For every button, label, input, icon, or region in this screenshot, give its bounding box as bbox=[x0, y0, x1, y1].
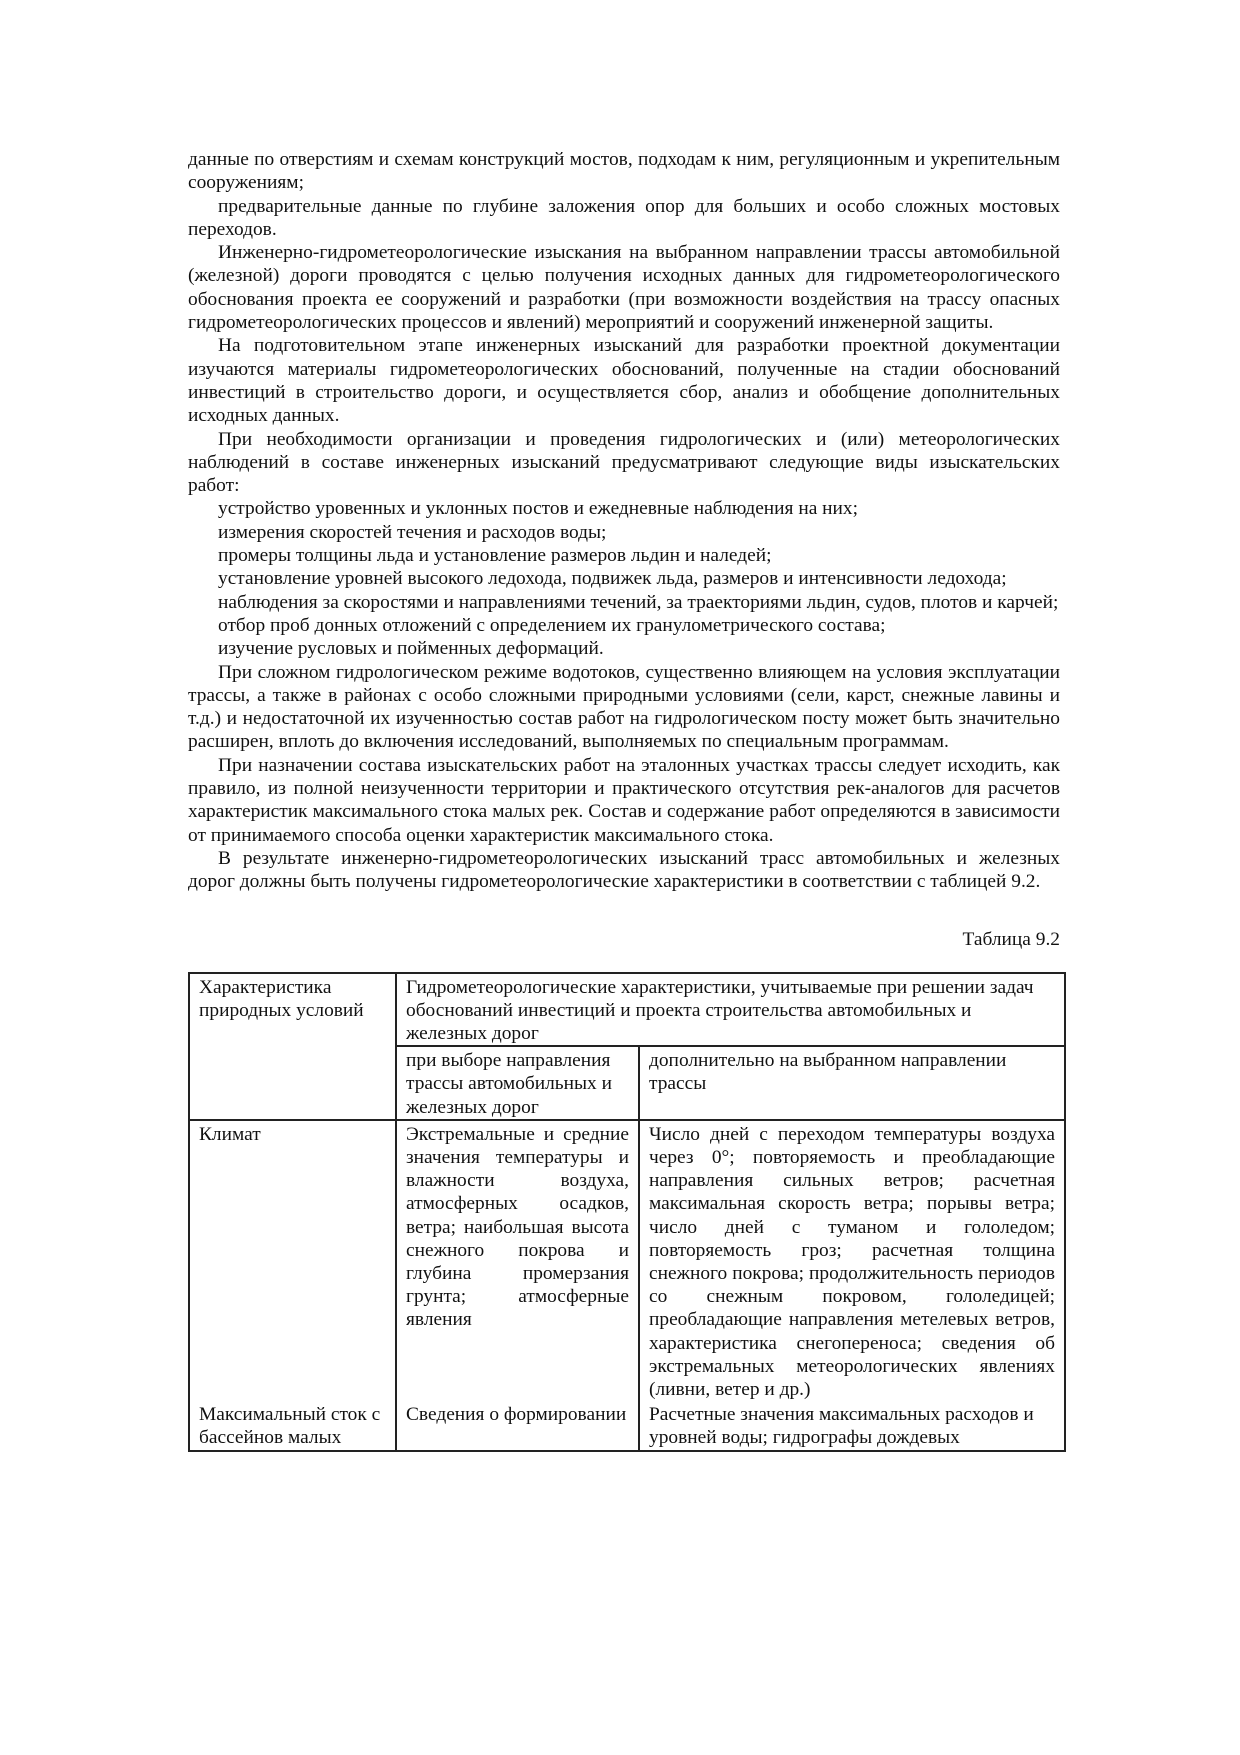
table-cell-condition: Максимальный сток с бассейнов малых bbox=[189, 1401, 396, 1450]
hydromet-table bbox=[188, 972, 1066, 1452]
list-item: изучение русловых и пойменных деформаций. bbox=[218, 638, 604, 660]
list-item: наблюдения за скоростями и направлениями течений, за траекториями льдин, судов, плотов и карчей; bbox=[218, 591, 1059, 613]
list-item: установление уровней высокого ледохода, подвижек льда, размеров и интенсивности ледохода; bbox=[218, 568, 1007, 590]
document-page bbox=[188, 148, 1060, 1452]
header-cell-conditions: Характеристика природных условий bbox=[189, 973, 396, 1120]
table-cell-selected-route: Расчетные значения максимальных расходов и уровней воды; гидрографы дождевых bbox=[639, 1401, 1065, 1450]
list-item: промеры толщины льда и установление размеров льдин и наледей; bbox=[218, 545, 772, 567]
paragraph: предварительные данные по глубине заложения опор для больших и особо сложных мостовых переходов. bbox=[188, 195, 1060, 240]
table-header-row bbox=[189, 973, 1065, 1047]
paragraph: При назначении состава изыскательских работ на эталонных участках трассы следует исходить, как правило, из полной неизученности территории и практического отсутствия рек-аналогов для расчетов характеристик максимального стока малых рек. Состав и содержание работ определяются в зависимости от принимаемого способа оценки характеристик максимального стока. bbox=[188, 754, 1060, 846]
table-container bbox=[188, 972, 1060, 1452]
header-cell-group: Гидрометеорологические характеристики, учитываемые при решении задач обоснований инвестиций и проекта строительства автомобильных и железных дорог bbox=[396, 973, 1065, 1047]
paragraph: При сложном гидрологическом режиме водотоков, существенно влияющем на условия эксплуатации трассы, а также в районах с особо сложными природными условиями (сели, карст, снежные лавины и т.д.) и недостаточной их изученностью состав работ на гидрологическом посту может быть значительно расширен, вплоть до включения исследований, выполняемых по специальным программам. bbox=[188, 661, 1060, 753]
list-item: измерения скоростей течения и расходов воды; bbox=[218, 521, 607, 543]
paragraph: При необходимости организации и проведения гидрологических и (или) метеорологических наблюдений в составе инженерных изысканий предусматривают следующие виды изыскательских работ: bbox=[188, 428, 1060, 497]
table-cell-route-choice: Экстремальные и средние значения температуры и влажности воздуха, атмосферных осадков, ветра; наибольшая высота снежного покрова и глубина промерзания грунта; атмосферные явления bbox=[396, 1120, 639, 1401]
table-cell-selected-route: Число дней с переходом температуры воздуха через 0°; повторяемость и преобладающие направления сильных ветров; расчетная максимальная скорость ветра; порывы ветра; число дней с туманом и гололедом; повторяемость гроз; расчетная толщина снежного покрова; продолжительность периодов со снежным покровом, гололедицей; преобладающие направления метелевых ветров, характеристика снегопереноса; сведения об экстремальных метеорологических явлениях (ливни, ветер и др.) bbox=[639, 1120, 1065, 1401]
table-cell-condition: Климат bbox=[189, 1120, 396, 1401]
table-cell-route-choice: Сведения о формировании bbox=[396, 1401, 639, 1450]
list-item: устройство уровенных и уклонных постов и ежедневные наблюдения на них; bbox=[218, 498, 858, 520]
header-cell-route-choice: при выборе направления трассы автомобильных и железных дорог bbox=[396, 1046, 639, 1120]
table-row bbox=[189, 1120, 1065, 1401]
paragraph: На подготовительном этапе инженерных изысканий для разработки проектной документации изучаются материалы гидрометеорологических обоснований, полученные на стадии обоснований инвестиций в строительство дороги, и осуществляется сбор, анализ и обобщение дополнительных исходных данных. bbox=[188, 335, 1060, 427]
header-cell-selected-route: дополнительно на выбранном направлении трассы bbox=[639, 1046, 1065, 1120]
paragraph: данные по отверстиям и схемам конструкций мостов, подходам к ним, регуляционным и укрепительным сооружениям; bbox=[188, 149, 1060, 194]
paragraph: В результате инженерно-гидрометеорологических изысканий трасс автомобильных и железных дорог должны быть получены гидрометеорологические характеристики в соответствии с таблицей 9.2. bbox=[188, 847, 1060, 893]
table-caption: Таблица 9.2 bbox=[962, 928, 1060, 950]
list-item: отбор проб донных отложений с определением их гранулометрического состава; bbox=[218, 614, 886, 636]
paragraph: Инженерно-гидрометеорологические изыскания на выбранном направлении трассы автомобильной (железной) дороги проводятся с целью получения исходных данных для гидрометеорологического обоснования проекта ее сооружений и разработки (при возможности воздействия на трассу опасных гидрометеорологических процессов и явлений) мероприятий и сооружений инженерной защиты. bbox=[188, 242, 1060, 334]
table-row bbox=[189, 1401, 1065, 1450]
